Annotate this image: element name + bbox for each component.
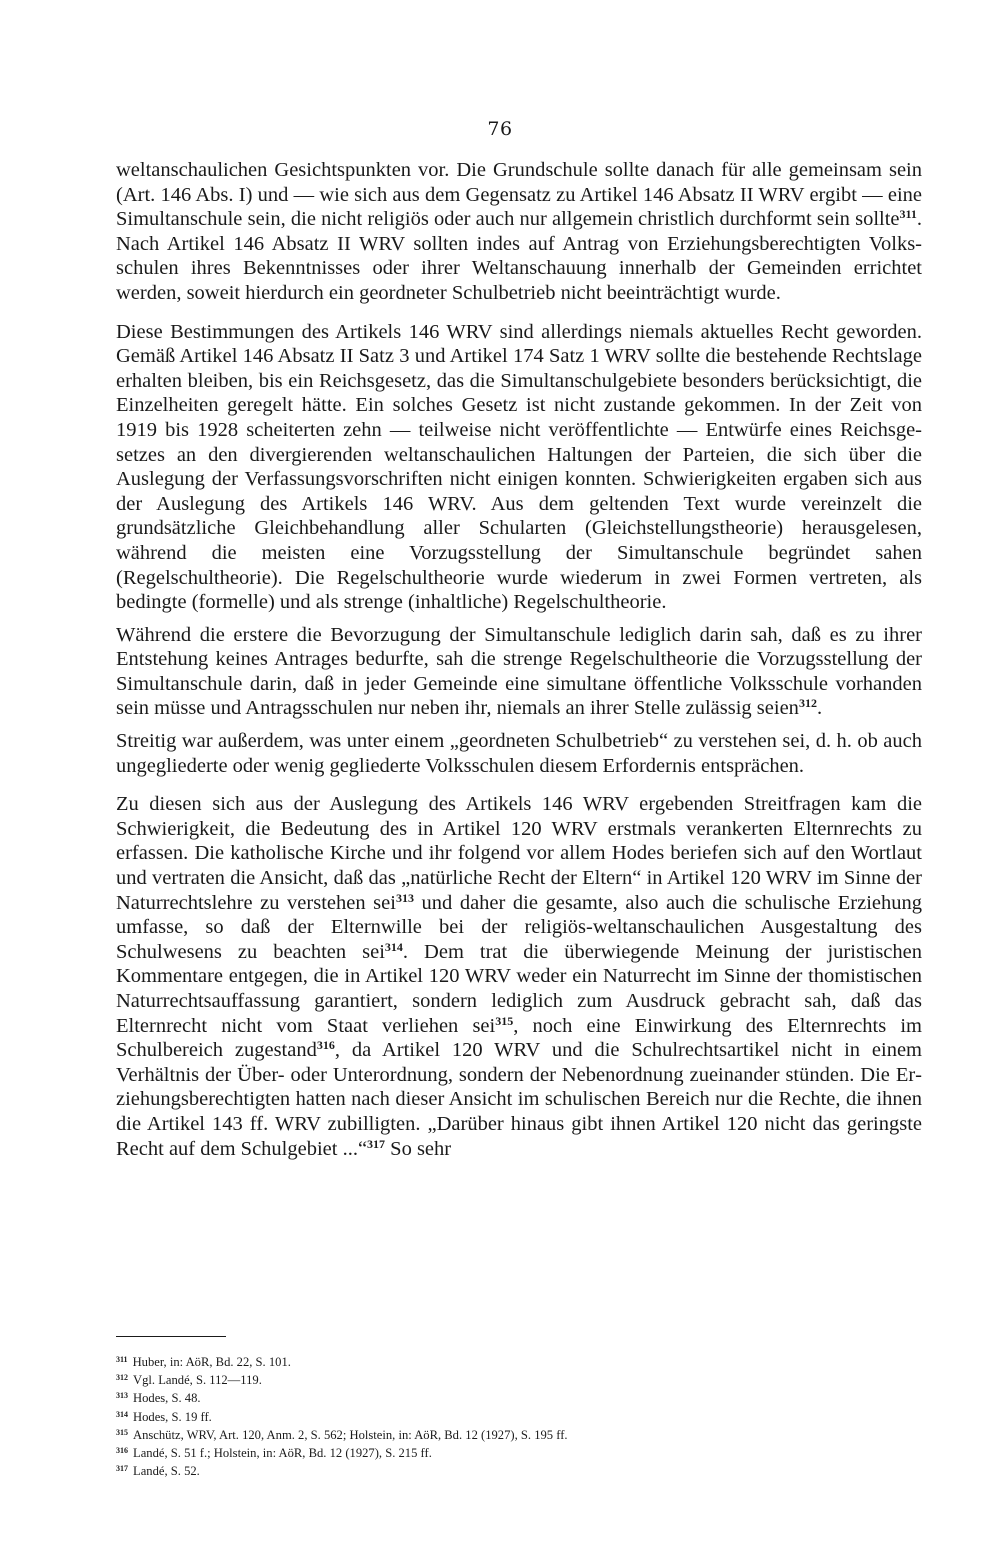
footnote-number: 316 bbox=[116, 1446, 128, 1456]
footnote-text: Vgl. Landé, S. 112—119. bbox=[133, 1373, 262, 1388]
paragraph bbox=[116, 158, 922, 306]
paragraph bbox=[116, 729, 922, 778]
footnote-text: Landé, S. 51 f.; Holstein, in: AöR, Bd. 12 (1927), S. 215 ff. bbox=[133, 1446, 432, 1461]
paragraph-text: . bbox=[816, 697, 823, 720]
footnote-number: 315 bbox=[116, 1427, 128, 1437]
paragraph-text: Während die erstere die Bevorzugung der Simultanschule lediglich darin sah, daß es zu ihrer Entstehung keines Antrages bedurfte, sah die strenge Regelschultheorie die Vorzugsstellung der Simultanschule darin, daß in jeder Gemeinde eine simultane öffentliche Volksschule vorhanden sein müsse und Antragsschulen nur neben ihr, niemals an ihrer Stelle zulässig seien bbox=[116, 623, 922, 720]
footnote bbox=[116, 1425, 922, 1443]
footnote-reference: 317 bbox=[367, 1136, 386, 1151]
page-number: 76 bbox=[487, 118, 513, 140]
paragraph bbox=[116, 792, 922, 1161]
footnote-text: Anschütz, WRV, Art. 120, Anm. 2, S. 562; Holstein, in: AöR, Bd. 12 (1927), S. 195 ff. bbox=[133, 1427, 568, 1442]
footnote-reference: 311 bbox=[899, 207, 917, 222]
paragraph-text: weltanschaulichen Gesichtspunkten vor. Die Grundschule sollte danach für alle gemeinsam sein (Art. 146 Abs. I) und — wie sich aus dem Gegensatz zu Artikel 146 Absatz II WRV ergibt — eine Simultanschule sein, die nicht religiös oder auch nur allgemein christlich durchformt sein sollte bbox=[116, 159, 922, 231]
paragraph bbox=[116, 320, 922, 615]
footnote-text: Hodes, S. 48. bbox=[133, 1391, 201, 1406]
footnote bbox=[116, 1370, 922, 1388]
paragraph-text: . Dem trat die überwiegende Meinung der juristischen Kommentare entgegen, die in Artikel 120 WRV weder ein Naturrecht im Sinne der thomistischen Naturrechtsauffassung garantiert, sondern lediglich zum Ausdruck gebracht sah, daß das Elternrecht nicht vom Staat verliehen sei bbox=[116, 940, 922, 1037]
footnote-text: Landé, S. 52. bbox=[133, 1464, 200, 1479]
footnote bbox=[116, 1443, 922, 1461]
paragraph-text: Zu diesen sich aus der Auslegung des Artikels 146 WRV ergebenden Streitfragen kam die Schwierigkeit, die Bedeutung des in Artikel 120 WRV erstmals verankerten Elternrechts zu erfassen. Die katholische Kirche und ihr folgend vor allem Hodes beriefen sich auf den Wortlaut und vertraten die Ansicht, daß das „natürliche Recht der Eltern“ in Artikel 120 WRV im Sinne der Naturrechtslehre zu verstehen sei bbox=[116, 793, 922, 914]
footnote-number: 314 bbox=[116, 1409, 128, 1419]
paragraph-text: So sehr bbox=[385, 1137, 452, 1160]
footnote-number: 311 bbox=[116, 1355, 128, 1364]
footnote-reference: 316 bbox=[316, 1038, 335, 1053]
footnote bbox=[116, 1352, 922, 1370]
paragraph-text: Streitig war außerdem, was unter einem „geordneten Schulbetrieb“ zu verstehen sei, d. h. ob auch ungegliederte oder wenig gegliederte Volksschulen diesem Erfordernis entsprächen. bbox=[116, 730, 922, 777]
footnote bbox=[116, 1461, 922, 1479]
footnote-reference: 313 bbox=[395, 890, 414, 905]
footnotes bbox=[116, 1352, 922, 1479]
footnote-reference: 315 bbox=[495, 1013, 514, 1028]
paragraph-text: Diese Bestimmungen des Artikels 146 WRV sind allerdings niemals aktuelles Recht geworden. Gemäß Artikel 146 Absatz II Satz 3 und Artikel 174 Satz 1 WRV sollte die bestehende Rechtslage erhalten bleiben, bis ein Reichsgesetz, das die Simultanschulgebiete besonders berücksichtigt, die Einzelheiten geregelt hätte. Ein solches Gesetz ist nicht zustande gekommen. In der Zeit von 1919 bis 1928 scheiterten zehn — teilweise nicht veröffentlichte — Entwürfe eines Reichsgesetzes an den divergierenden weltanschaulichen Haltungen der Parteien, die sich über die Auslegung der Verfassungsvorschriften nicht einigen konnten. Schwierigkeiten ergaben sich aus der Auslegung des Artikels 146 WRV. Aus dem geltenden Text wurde vereinzelt die grundsätzliche Gleichbehandlung aller Schularten (Gleichstellungstheorie) herausgelesen, während die meisten eine Vorzugsstellung der Simultanschule begründet sahen (Regelschultheorie). Die Regelschultheorie wurde wiederum in zwei Formen vertreten, als bedingte (formelle) und als strenge (inhaltliche) Regelschultheorie. bbox=[116, 320, 922, 614]
paragraph-text: , da Artikel 120 WRV und die Schulrechtsartikel nicht in einem Verhältnis der Über- oder Unterordnung, sondern der Nebenordnung zueinander stünden. Die Erziehungsberechtigten hatten nach dieser Ansicht im schulischen Bereich nur die Rechte, die ihnen die Artikel 143 ff. WRV zubilligten. „Darüber hinaus gibt ihnen Artikel 120 nicht das geringste Recht auf dem Schulgebiet ...“ bbox=[116, 1039, 922, 1160]
footnote-number: 313 bbox=[116, 1391, 128, 1401]
footnote-number: 312 bbox=[116, 1373, 128, 1383]
footnote-number: 317 bbox=[116, 1464, 128, 1474]
footnote-text: Hodes, S. 19 ff. bbox=[133, 1409, 212, 1424]
footnote-text: Huber, in: AöR, Bd. 22, S. 101. bbox=[132, 1355, 291, 1369]
footnote bbox=[116, 1388, 922, 1406]
footnote bbox=[116, 1407, 922, 1425]
footnote-reference: 312 bbox=[798, 696, 817, 711]
paragraph-text: . Nach Artikel 146 Absatz II WRV sollten indes auf Antrag von Erziehungsberechtigten Volksschulen ihres Bekenntnisses oder ihrer Weltanschauung innerhalb der Gemeinden errichtet werden, soweit hierdurch ein geordneter Schulbetrieb nicht beeinträchtigt wurde. bbox=[116, 208, 922, 304]
paragraph-text: und daher die gesamte, also auch die schulische Erziehung umfasse, so daß der Elternwille bei der religiös-weltanschaulichen Ausgestaltung des Schulwesens zu beachten sei bbox=[116, 891, 923, 963]
footnote-rule bbox=[116, 1336, 226, 1337]
paragraph-text: , noch eine Einwirkung des Elternrechts im Schulbereich zugestand bbox=[116, 1014, 922, 1062]
paragraph bbox=[116, 623, 922, 721]
footnote-reference: 314 bbox=[384, 939, 403, 954]
body-text bbox=[116, 158, 922, 1169]
